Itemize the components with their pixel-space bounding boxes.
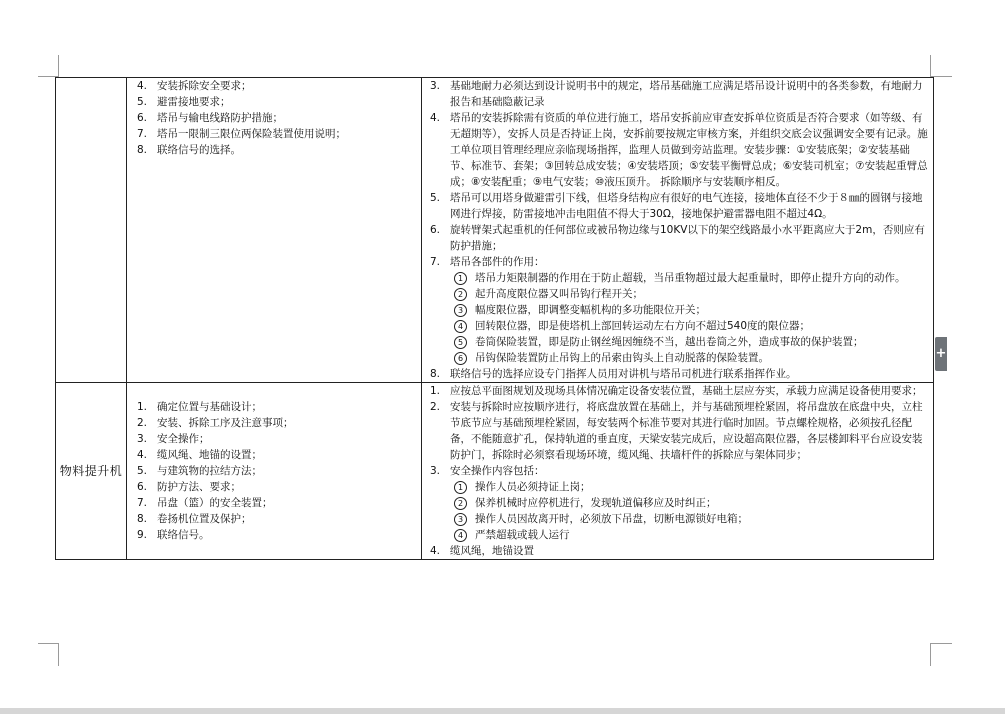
list-item: 2. 安装与拆除时应按顺序进行，将底盘放置在基础上，并与基础预埋栓紧固，将吊盘放在底盘中央，立柱节底节应与基础预埋栓紧固，每安装两个标准节要对其进行临时加固。节点螺栓规格，必须按孔径配备，不能随意扩孔，保持轨道的垂直度，天梁安装完成后，应设超高限位器，各层楼卸料平台应设安装防护门，拆除时必须察看现场环境，缆风绳、扶墙杆件的拆除应与架体同步；	[430, 401, 923, 461]
circled-number: 4	[454, 529, 467, 542]
content-cell	[422, 383, 934, 560]
circled-number: 3	[454, 513, 467, 526]
sub-item: 5 卷筒保险装置，即是防止钢丝绳因缠绕不当，越出卷筒之外，造成事故的保护装置；	[450, 334, 929, 350]
circled-number: 1	[454, 272, 467, 285]
crop-mark	[58, 644, 59, 666]
sub-item: 2 保养机械时应停机进行，发现轨道偏移应及时纠正；	[450, 495, 929, 511]
circled-number: 3	[454, 304, 467, 317]
category-cell: 物料提升机	[56, 383, 127, 560]
sub-item: 6 吊钩保险装置防止吊钩上的吊索由钩头上自动脱落的保险装置。	[450, 350, 929, 366]
content-cell	[422, 78, 934, 383]
circled-number: 5	[454, 336, 467, 349]
document-table	[55, 77, 934, 560]
list-item: 5. 与建筑物的拉结方法；	[137, 465, 262, 477]
list-item: 8. 卷扬机位置及保护；	[137, 513, 252, 525]
sub-item: 4 回转限位器，即是使塔机上部回转运动左右方向不超过540度的限位器；	[450, 318, 929, 334]
list-item: 3. 安全操作；	[137, 433, 210, 445]
circled-number: 1	[454, 481, 467, 494]
list-item: 5. 避雷接地要求；	[137, 96, 231, 108]
list-item: 7. 塔吊各部件的作用： 1 塔吊力矩限制器的作用在于防止超载，当吊重物超过最大起重量时，即停止提升方向的动作。 2 起升高度限位器又叫吊钩行程开关； 3 幅度限位器，即调整变幅机构的多功能限位开关； 4 回转限位器，即是使塔机上部回转运动左右方向不超过540度的限位器； 5 卷筒保险装置，即是防止钢丝绳因缠绕不当，越出卷筒之外，造成事故的保护装置； 6 吊钩保险装置防止吊钩上的吊索由钩头上自动脱落的保险装置。	[428, 254, 929, 366]
list-item: 6. 防护方法、要求；	[137, 481, 241, 493]
category-cell	[56, 78, 127, 383]
crop-mark	[930, 643, 952, 644]
table-row	[56, 78, 934, 383]
circled-number: 4	[454, 320, 467, 333]
list-item: 1. 确定位置与基础设计；	[137, 401, 262, 413]
circled-number: 6	[454, 352, 467, 365]
circled-number: 2	[454, 288, 467, 301]
crop-mark	[930, 644, 931, 666]
list-item: 8. 联络信号的选择应设专门指挥人员用对讲机与塔吊司机进行联系指挥作业。	[430, 368, 797, 380]
table-row	[56, 383, 934, 560]
list-item: 5. 塔吊可以用塔身做避雷引下线，但塔身结构应有很好的电气连接，接地体直径不少于８㎜的圆钢与接地网进行焊接，防雷接地冲击电阻值不得大于30Ω，接地保护避雷器电阻不超过4Ω。	[430, 192, 923, 220]
list-item: 7. 塔吊一限制三限位两保险装置使用说明；	[137, 128, 346, 140]
sub-item: 3 幅度限位器，即调整变幅机构的多功能限位开关；	[450, 302, 929, 318]
list-item: 3. 安全操作内容包括： 1 操作人员必须持证上岗； 2 保养机械时应停机进行，发现轨道偏移应及时纠正； 3 操作人员因故离开时，必须放下吊盘，切断电源锁好电箱； 4 严禁超载或载人运行	[428, 463, 929, 543]
sub-item: 2 起升高度限位器又叫吊钩行程开关；	[450, 286, 929, 302]
sub-item: 4 严禁超载或载人运行	[450, 527, 929, 543]
sub-item: 1 塔吊力矩限制器的作用在于防止超载，当吊重物超过最大起重量时，即停止提升方向的动作。	[450, 270, 929, 286]
list-item: 6. 塔吊与输电线路防护措施；	[137, 112, 283, 124]
list-item: 4. 安装拆除安全要求；	[137, 80, 252, 92]
circled-number: 2	[454, 497, 467, 510]
bottom-scroll-strip[interactable]	[0, 708, 1005, 714]
list-item: 8. 联络信号的选择。	[137, 144, 241, 156]
list-item: 4. 缆风绳、地锚的设置；	[137, 449, 262, 461]
plus-icon[interactable]: +	[935, 337, 947, 371]
crop-mark	[930, 55, 931, 76]
crop-mark	[58, 55, 59, 76]
requirements-cell	[127, 383, 422, 560]
sub-item: 3 操作人员因故离开时，必须放下吊盘，切断电源锁好电箱；	[450, 511, 929, 527]
list-item: 6. 旋转臂架式起重机的任何部位或被吊物边缘与10KV以下的架空线路最小水平距离应大于2m，否则应有防护措施；	[430, 224, 925, 252]
sub-item: 1 操作人员必须持证上岗；	[450, 479, 929, 495]
list-item: 4. 缆风绳，地锚设置	[430, 545, 534, 557]
list-item: 2. 安装、拆除工序及注意事项；	[137, 417, 294, 429]
list-item: 1. 应按总平面图规划及现场具体情况确定设备安装位置，基础土层应夯实，承载力应满足设备使用要求；	[430, 385, 923, 397]
list-item: 9. 联络信号。	[137, 529, 210, 541]
list-item: 7. 吊盘（篮）的安全装置；	[137, 497, 273, 509]
list-item: 3. 基础地耐力必须达到设计说明书中的规定，塔吊基础施工应满足塔吊设计说明中的各类参数，有地耐力报告和基础隐蔽记录	[430, 80, 923, 108]
crop-mark	[38, 643, 59, 644]
requirements-cell	[127, 78, 422, 383]
list-item: 4. 塔吊的安装拆除需有资质的单位进行施工，塔吊安拆前应审查安拆单位资质是否符合要求（如等级、有无超期等），安拆人员是否持证上岗，安拆前要按规定审核方案，并组织交底会议强调安全要有记录。施工单位项目管理经理应亲临现场指挥，监理人员做到旁站监理。安装步骤：①安装底架；②安装基础节、标准节、套架；③回转总成安装；④安装塔顶；⑤安装平衡臂总成；⑥安装司机室；⑦安装起重臂总成；⑧安装配重；⑨电气安装；⑩液压顶升。 拆除顺序与安装顺序相反。	[430, 112, 928, 188]
